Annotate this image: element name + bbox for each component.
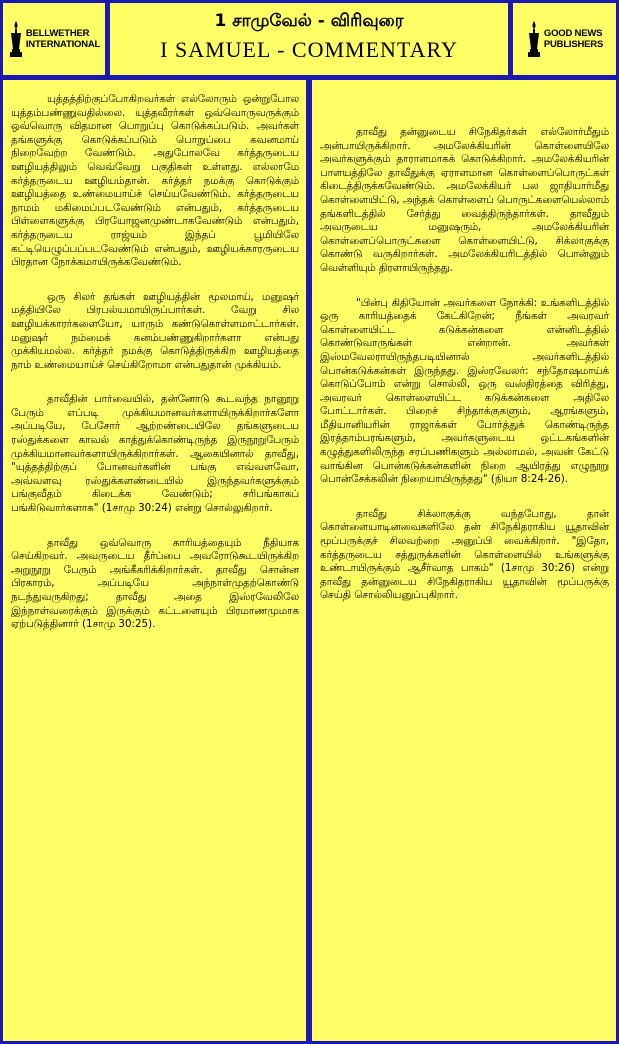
page-title-tamil: 1 சாமுவேல் - விரிவுரை <box>214 11 404 31</box>
good-news-publishers-logo <box>513 3 616 75</box>
logo-text-line2: PUBLISHERS <box>543 39 604 50</box>
page-title-english: I SAMUEL - COMMENTARY <box>160 37 458 62</box>
paragraph: தாவீது தன்னுடைய சிநேகிதர்கள் எல்லோர்மீதும் அன்பாயிருக்கிறார். அமலேக்கியரின் கொள்ளையிலே அவர்களுக்கும் தாராளமாகக் கொடுக்கிறார். அமலேக்கியரின் பாளயத்திலே தாவீதுக்கு ஏராளமான கொள்ளைப்பொருட்கள் கிடைத்திருக்கவேண்டும். அமலேக்கியர் பல ஜாதியார்மீது கொள்ளையிட்டு, அந்தக் கொள்ளைப் பொருட்களையெல்லாம் தங்களிடத்தில் சேர்த்து வைத்திருந்தார்கள். தாவீதும் அவருடைய மனுஷரும், அமலேக்கியரின் கொள்ளைப்பொருட்களை கொள்ளையிட்டு, சிக்லாகுக்கு கொண்டு வருகிறார்கள். அமலேக்கியரிடத்தில் பொன்னும் வெள்ளியும் திரளாயிருந்தது. <box>320 126 609 274</box>
logo-text-line1: BELLWETHER <box>25 28 90 39</box>
paragraph: தாவீது சிக்லாகுக்கு வந்தபோது, தான் கொள்ளையாடினவைகளிலே தன் சிநேகிதராகிய யூதாவின் மூப்பருக்குச் சிலவற்றை அனுப்பி வைக்கிறார். "இதோ, கர்த்தருடைய சத்துருக்களின் கொள்ளையில் உங்களுக்கு உண்டாயிருக்கும் ஆசீர்வாத பாகம்" (1சாமு 30:26) என்று தாவீது தன்னுடைய சிநேகிதராகிய யூதாவின் மூப்பருக்கு செய்தி சொல்லியனுப்புகிறார். <box>320 507 609 602</box>
header-title-box <box>110 3 508 75</box>
right-column <box>312 80 616 1041</box>
paragraph: யுத்தத்திற்குப்போகிறவர்கள் எல்லோரும் ஒன்றுபோல யுத்தம்பண்ணுவதில்லை. யுத்தவீரர்கள் ஒவ்வொருவருக்கும் ஒவ்வொரு விதமான பொறுப்பு கொடுக்கப்படும். அவர்கள் தங்களுக்கு கொடுக்கப்படும் பொறுப்பை கவனமாய் நிறைவேற்ற வேண்டும். அதுபோலவே கர்த்தருடைய ஊழியத்திலும் வெவ்வேறு பகுதிகள் உள்ளது. எல்லாமே கர்த்தருடைய ஊழியம்தான். கர்த்தர் நமக்கு கொடுக்கும் ஊழியத்தை உண்மையாய்ச் செய்யவேண்டும். கர்த்தருடைய நாமம் மகிமைப்படவேண்டும் என்பதும், கர்த்தருடைய பிள்ளைகளுக்கு பிரயோஜனமுண்டாகவேண்டும் என்பதும், கர்த்தருடைய ராஜ்யம் இந்தப் பூமியிலே கட்டியெழுப்பப்படவேண்டும் என்பதும், ஊழியக்காரருடைய பிரதான நோக்கமாயிருக்கவேண்டும். <box>11 93 299 269</box>
paragraph: தாவீதின் பார்வையில், தன்னோடு கூடவந்த நானூறு பேரும் எப்படி முக்கியமானவர்களாயிருக்கிறார்களோ அப்படியே, பேசோர் ஆற்றண்டையிலே தங்களுடைய ரஸ்துக்களை காவல் காத்துக்கொண்டிருந்த இருநூறுபேரும் முக்கியமானவர்களாயிருக்கிறார்கள். ஆகையினால் தாவீது, "யுத்தத்திற்குப் போனவர்களின் பங்கு எவ்வளவோ, அவ்வளவு ரஸ்துக்களண்டையில் இருந்தவர்களுக்கும் பங்குவீதம் கிடைக்க வேண்டும்; சரிபங்காகப் பங்கிடுவார்களாக" (1சாமு 30:24) என்று சொல்லுகிறார். <box>11 393 299 515</box>
paragraph: "பின்பு கிதியோன் அவர்களை நோக்கி: உங்களிடத்தில் ஒரு காரியத்தைக் கேட்கிறேன்; நீங்கள் அவரவர் கொள்ளையிட்ட கடுக்கன்களை என்னிடத்தில் கொண்டுவாருங்கள் என்றான். அவர்கள் இஸ்மவேலராயிருந்தபடியினால் அவர்களிடத்தில் பொன்கடுக்கன்கள் இருந்தது. இஸ்ரவேலர்: சந்தோஷமாய்க் கொடுப்போம் என்று சொல்லி, ஒரு வஸ்திரத்தை விரித்து, அவரவர் கொள்ளையிட்ட கடுக்கன்களை அதிலே போட்டார்கள். பிறைச் சிந்தாக்குகளும், ஆரங்களும், மீதியானியரின் ராஜாக்கள் போர்த்துக் கொண்டிருந்த இரத்தாம்பரங்களும், அவர்களுடைய ஒட்டகங்களின் கழுத்துகளிலிருந்த சரப்பணிகளும் அல்லாமல், அவன் கேட்டு வாங்கின பொன்கடுக்கன்களின் நிறை ஆயிரத்து எழுநூறு பொன்சேக்கலின் நிறையாயிருந்தது" (நியா 8:24-26). <box>320 296 609 486</box>
lamp-icon <box>8 19 24 59</box>
bellwether-logo <box>3 3 105 75</box>
paragraph: ஒரு சிலர் தங்கள் ஊழியத்தின் மூலமாய், மனுஷர் மத்தியிலே பிரபல்யமாயிருப்பார்கள். வேறு சில ஊழியக்காரர்களையோ, யாரும் கண்டுகொள்ளமாட்டார்கள். மனுஷர் நம்மைக் கனம்பண்ணுகிறார்களா என்பது முக்கியமல்ல. கர்த்தர் நமக்கு கொடுத்திருக்கிற ஊழியத்தை நாம் உண்மையாய்ச் செய்கிறோமா என்பதுதான் முக்கியம். <box>11 290 299 371</box>
logo-text-line2: INTERNATIONAL <box>25 39 101 50</box>
paragraph: தாவீது ஒவ்வொரு காரியத்தையும் நீதியாக செய்கிறவர். அவருடைய தீர்ப்பை அவரோடுகூடயிருக்கிற அறுநூறு பேரும் அங்கீகரிக்கிறார்கள். தாவீது சொன்ன பிரகாரம், அப்படியே அந்நாள்முதற்கொண்டு நடந்துவருகிறது; தாவீது அதை இஸ்ரவேலிலே இந்நாள்வரைக்கும் இருக்கும் கட்டளையும் பிரமாணமுமாக ஏற்படுத்தினார் (1சாமு 30:25). <box>11 536 299 631</box>
lamp-icon <box>526 19 542 59</box>
logo-text-line1: GOOD NEWS <box>543 28 603 39</box>
left-column <box>3 80 306 1041</box>
